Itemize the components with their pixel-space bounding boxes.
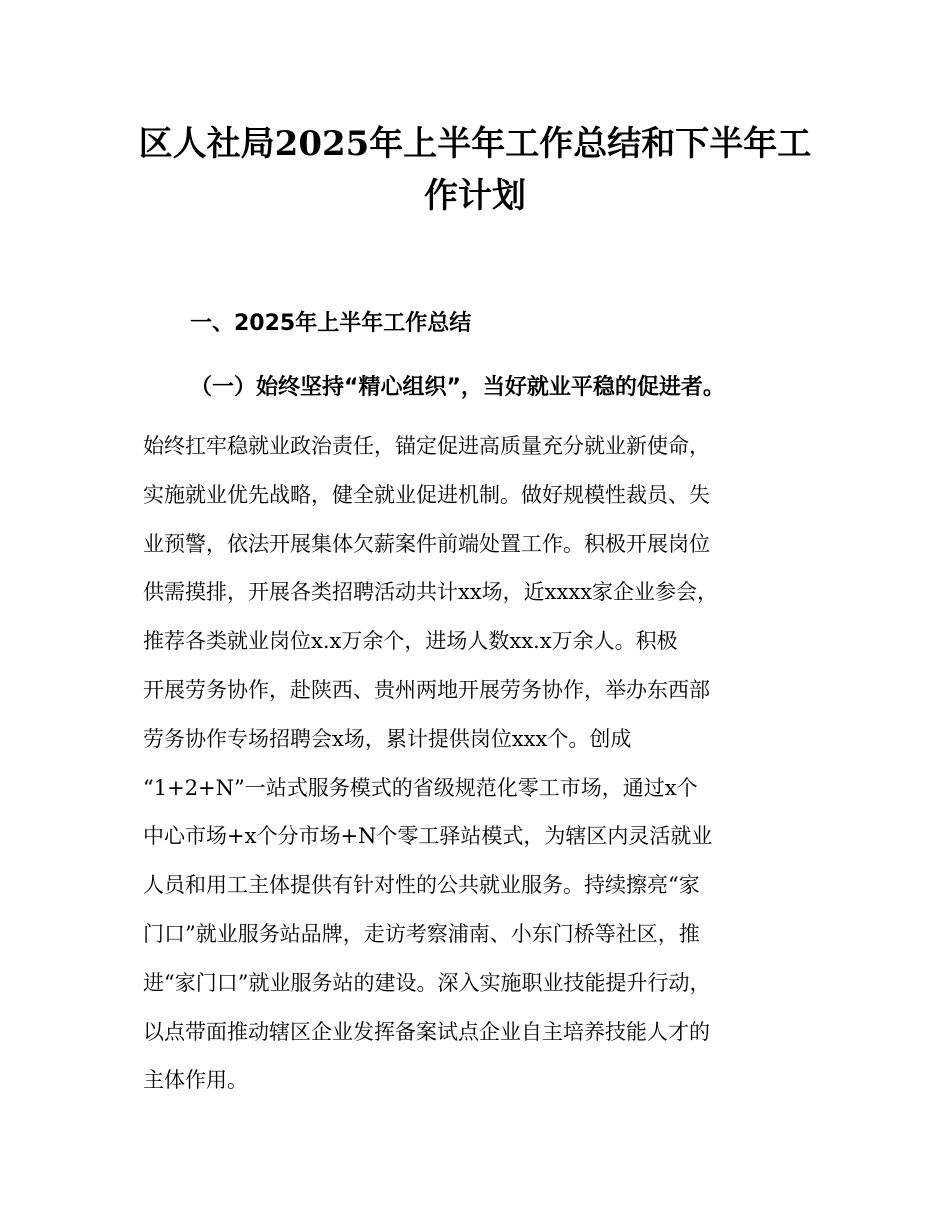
section-heading: 一、2025年上半年工作总结 — [190, 311, 472, 336]
title-line: 作计划 — [424, 176, 526, 216]
paragraph-line: 人员和用工主体提供有针对性的公共就业服务。持续擦亮“家 — [143, 873, 700, 898]
paragraph-line: 业预警，依法开展集体欠薪案件前端处置工作。积极开展岗位 — [143, 531, 710, 556]
paragraph-line: 供需摸排，开展各类招聘活动共计xx场，近xxxx家企业参会， — [143, 580, 719, 605]
paragraph-line: 主体作用。 — [143, 1068, 248, 1093]
paragraph-line: 中心市场+x个分市场+N个零工驿站模式，为辖区内灵活就业 — [143, 824, 713, 849]
paragraph-line: 劳务协作专场招聘会x场，累计提供岗位xxx个。创成 — [143, 726, 632, 751]
subsection-heading: （一）始终坚持“精心组织”，当好就业平稳的促进者。 — [190, 375, 725, 400]
paragraph-line: 实施就业优先战略，健全就业促进机制。做好规模性裁员、失 — [143, 482, 710, 507]
paragraph-line: 开展劳务协作，赴陕西、贵州两地开展劳务协作，举办东西部 — [143, 677, 710, 702]
paragraph-line: 推荐各类就业岗位x.x万余个，进场人数xx.x万余人。积极 — [143, 629, 678, 654]
paragraph-line: 进“家门口”就业服务站的建设。深入实施职业技能提升行动， — [143, 970, 711, 995]
paragraph-line: 门口”就业服务站品牌，走访考察浦南、小东门桥等社区，推 — [143, 921, 700, 946]
paragraph-line: 始终扛牢稳就业政治责任，锚定促进高质量充分就业新使命， — [143, 434, 710, 458]
body-paragraph — [143, 422, 833, 1105]
document-title — [120, 118, 830, 222]
paragraph-line: “1+2+N”一站式服务模式的省级规范化零工市场，通过x个 — [143, 775, 698, 800]
paragraph-line: 以点带面推动辖区企业发挥备案试点企业自主培养技能人才的 — [143, 1019, 710, 1044]
title-line: 区人社局2025年上半年工作总结和下半年工 — [138, 124, 812, 164]
